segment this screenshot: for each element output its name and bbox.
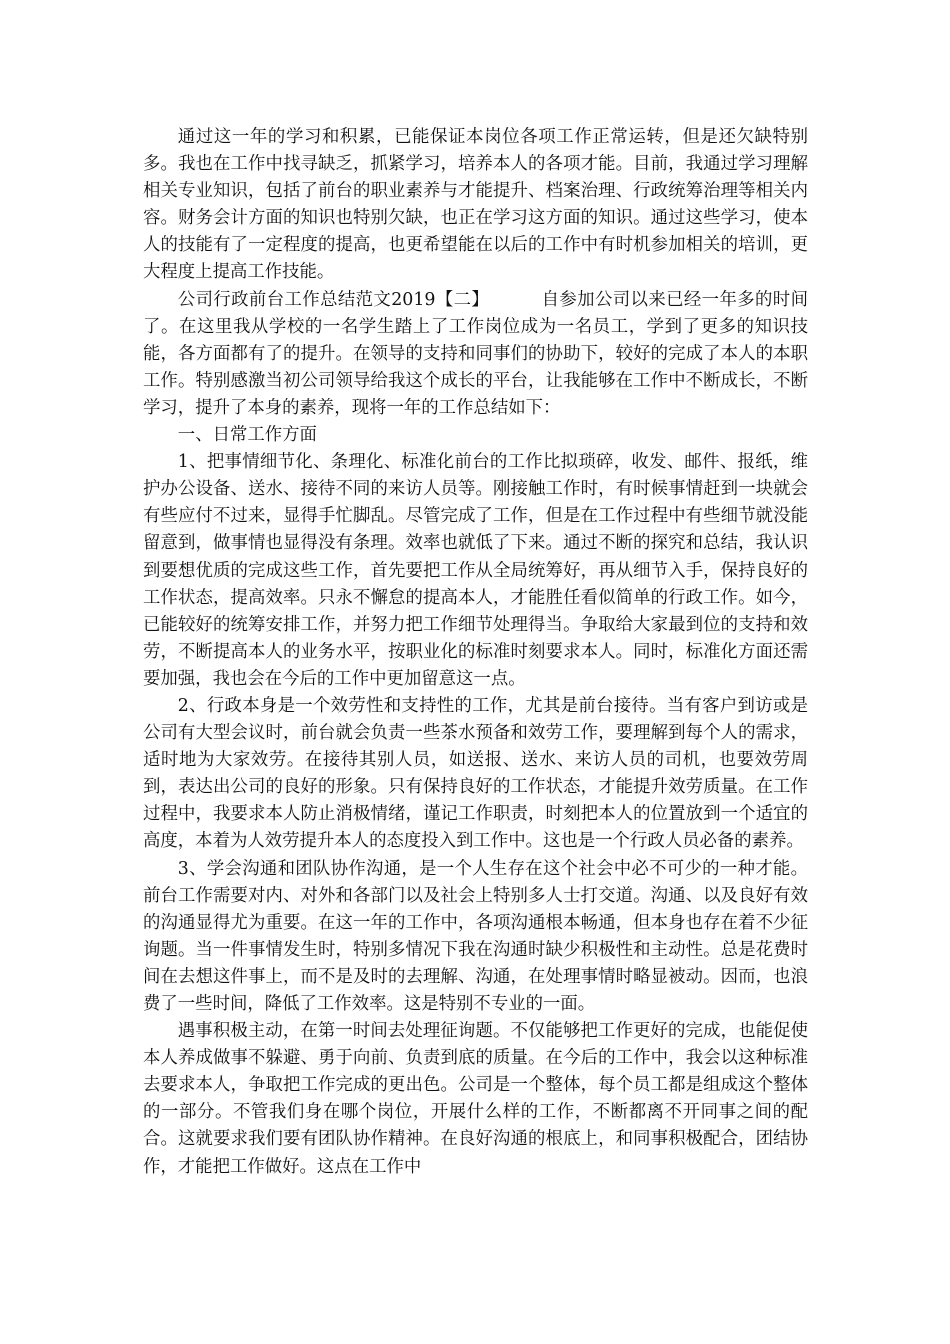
body-paragraph-1: 1、把事情细节化、条理化、标准化前台的工作比拟琐碎，收发、邮件、报纸，维护办公设备、送水、接待不同的来访人员等。刚接触工作时，有时候事情赶到一块就会有些应付不过来，显得手忙脚乱。尽管完成了工作，但是在工作过程中有些细节就没能留意到，做事情也显得没有条理。效率也就低了下来。通过不断的探究和总结，我认识到要想优质的完成这些工作，首先要把工作从全局统筹好，再从细节入手，保持良好的工作状态，提高效率。只永不懈怠的提高本人，才能胜任看似简单的行政工作。如今，已能较好的统筹安排工作，并努力把工作细节处理得当。争取给大家最到位的支持和效劳，不断提高本人的业务水平，按职业化的标准时刻要求本人。同时，标准化方面还需要加强，我也会在今后的工作中更加留意这一点。 [143, 452, 808, 689]
heading-paragraph [143, 287, 808, 422]
intro-paragraph: 通过这一年的学习和积累，已能保证本岗位各项工作正常运转，但是还欠缺特别多。我也在工作中找寻缺乏，抓紧学习，培养本人的各项才能。目前，我通过学习理解相关专业知识，包括了前台的职业素养与才能提升、档案治理、行政统筹治理等相关内容。财务会计方面的知识也特别欠缺，也正在学习这方面的知识。通过这些学习，使本人的技能有了一定程度的提高，也更希望能在以后的工作中有时机参加相关的培训，更大程度上提高工作技能。 [143, 127, 808, 283]
body-paragraph-3: 3、学会沟通和团队协作沟通，是一个人生存在这个社会中必不可少的一种才能。前台工作需要对内、对外和各部门以及社会上特别多人士打交道。沟通、以及良好有效的沟通显得尤为重要。在这一年的工作中，各项沟通根本畅通，但本身也存在着不少征询题。当一件事情发生时，特别多情况下我在沟通时缺少积极性和主动性。总是花费时间在去想这件事上，而不是及时的去理解、沟通，在处理事情时略显被动。因而，也浪费了一些时间，降低了工作效率。这是特别不专业的一面。 [143, 858, 808, 1014]
document-title: 公司行政前台工作总结范文2019【二】 [177, 289, 490, 310]
section-heading: 一、日常工作方面 [177, 425, 317, 446]
heading-continuation-text: 自参加公司以来已经一年多的时间了。在这里我从学校的一名学生踏上了工作岗位成为一名员工，学到了更多的知识技能，各方面都有了的提升。在领导的支持和同事们的协助下，较好的完成了本人的本职工作。特别感激当初公司领导给我这个成长的平台，让我能够在工作中不断成长，不断学习，提升了本身的素养，现将一年的工作总结如下： [143, 289, 808, 418]
body-paragraph-4: 遇事积极主动，在第一时间去处理征询题。不仅能够把工作更好的完成，也能促使本人养成做事不躲避、勇于向前、负责到底的质量。在今后的工作中，我会以这种标准去要求本人，争取把工作完成的更出色。公司是一个整体，每个员工都是组成这个整体的一部分。不管我们身在哪个岗位，开展什么样的工作，不断都离不开同事之间的配合。这就要求我们要有团队协作精神。在良好沟通的根底上，和同事积极配合，团结协作，才能把工作做好。这点在工作中 [143, 1021, 808, 1177]
body-paragraph-2: 2、行政本身是一个效劳性和支持性的工作，尤其是前台接待。当有客户到访或是公司有大型会议时，前台就会负责一些茶水预备和效劳工作，要理解到每个人的需求，适时地为大家效劳。在接待其别人员，如送报、送水、来访人员的司机，也要效劳周到，表达出公司的良好的形象。只有保持良好的工作状态，才能提升效劳质量。在工作过程中，我要求本人防止消极情绪，谨记工作职责，时刻把本人的位置放到一个适宜的高度，本着为人效劳提升本人的态度投入到工作中。这也是一个行政人员必备的素养。 [143, 695, 808, 852]
document-page [143, 124, 808, 1181]
